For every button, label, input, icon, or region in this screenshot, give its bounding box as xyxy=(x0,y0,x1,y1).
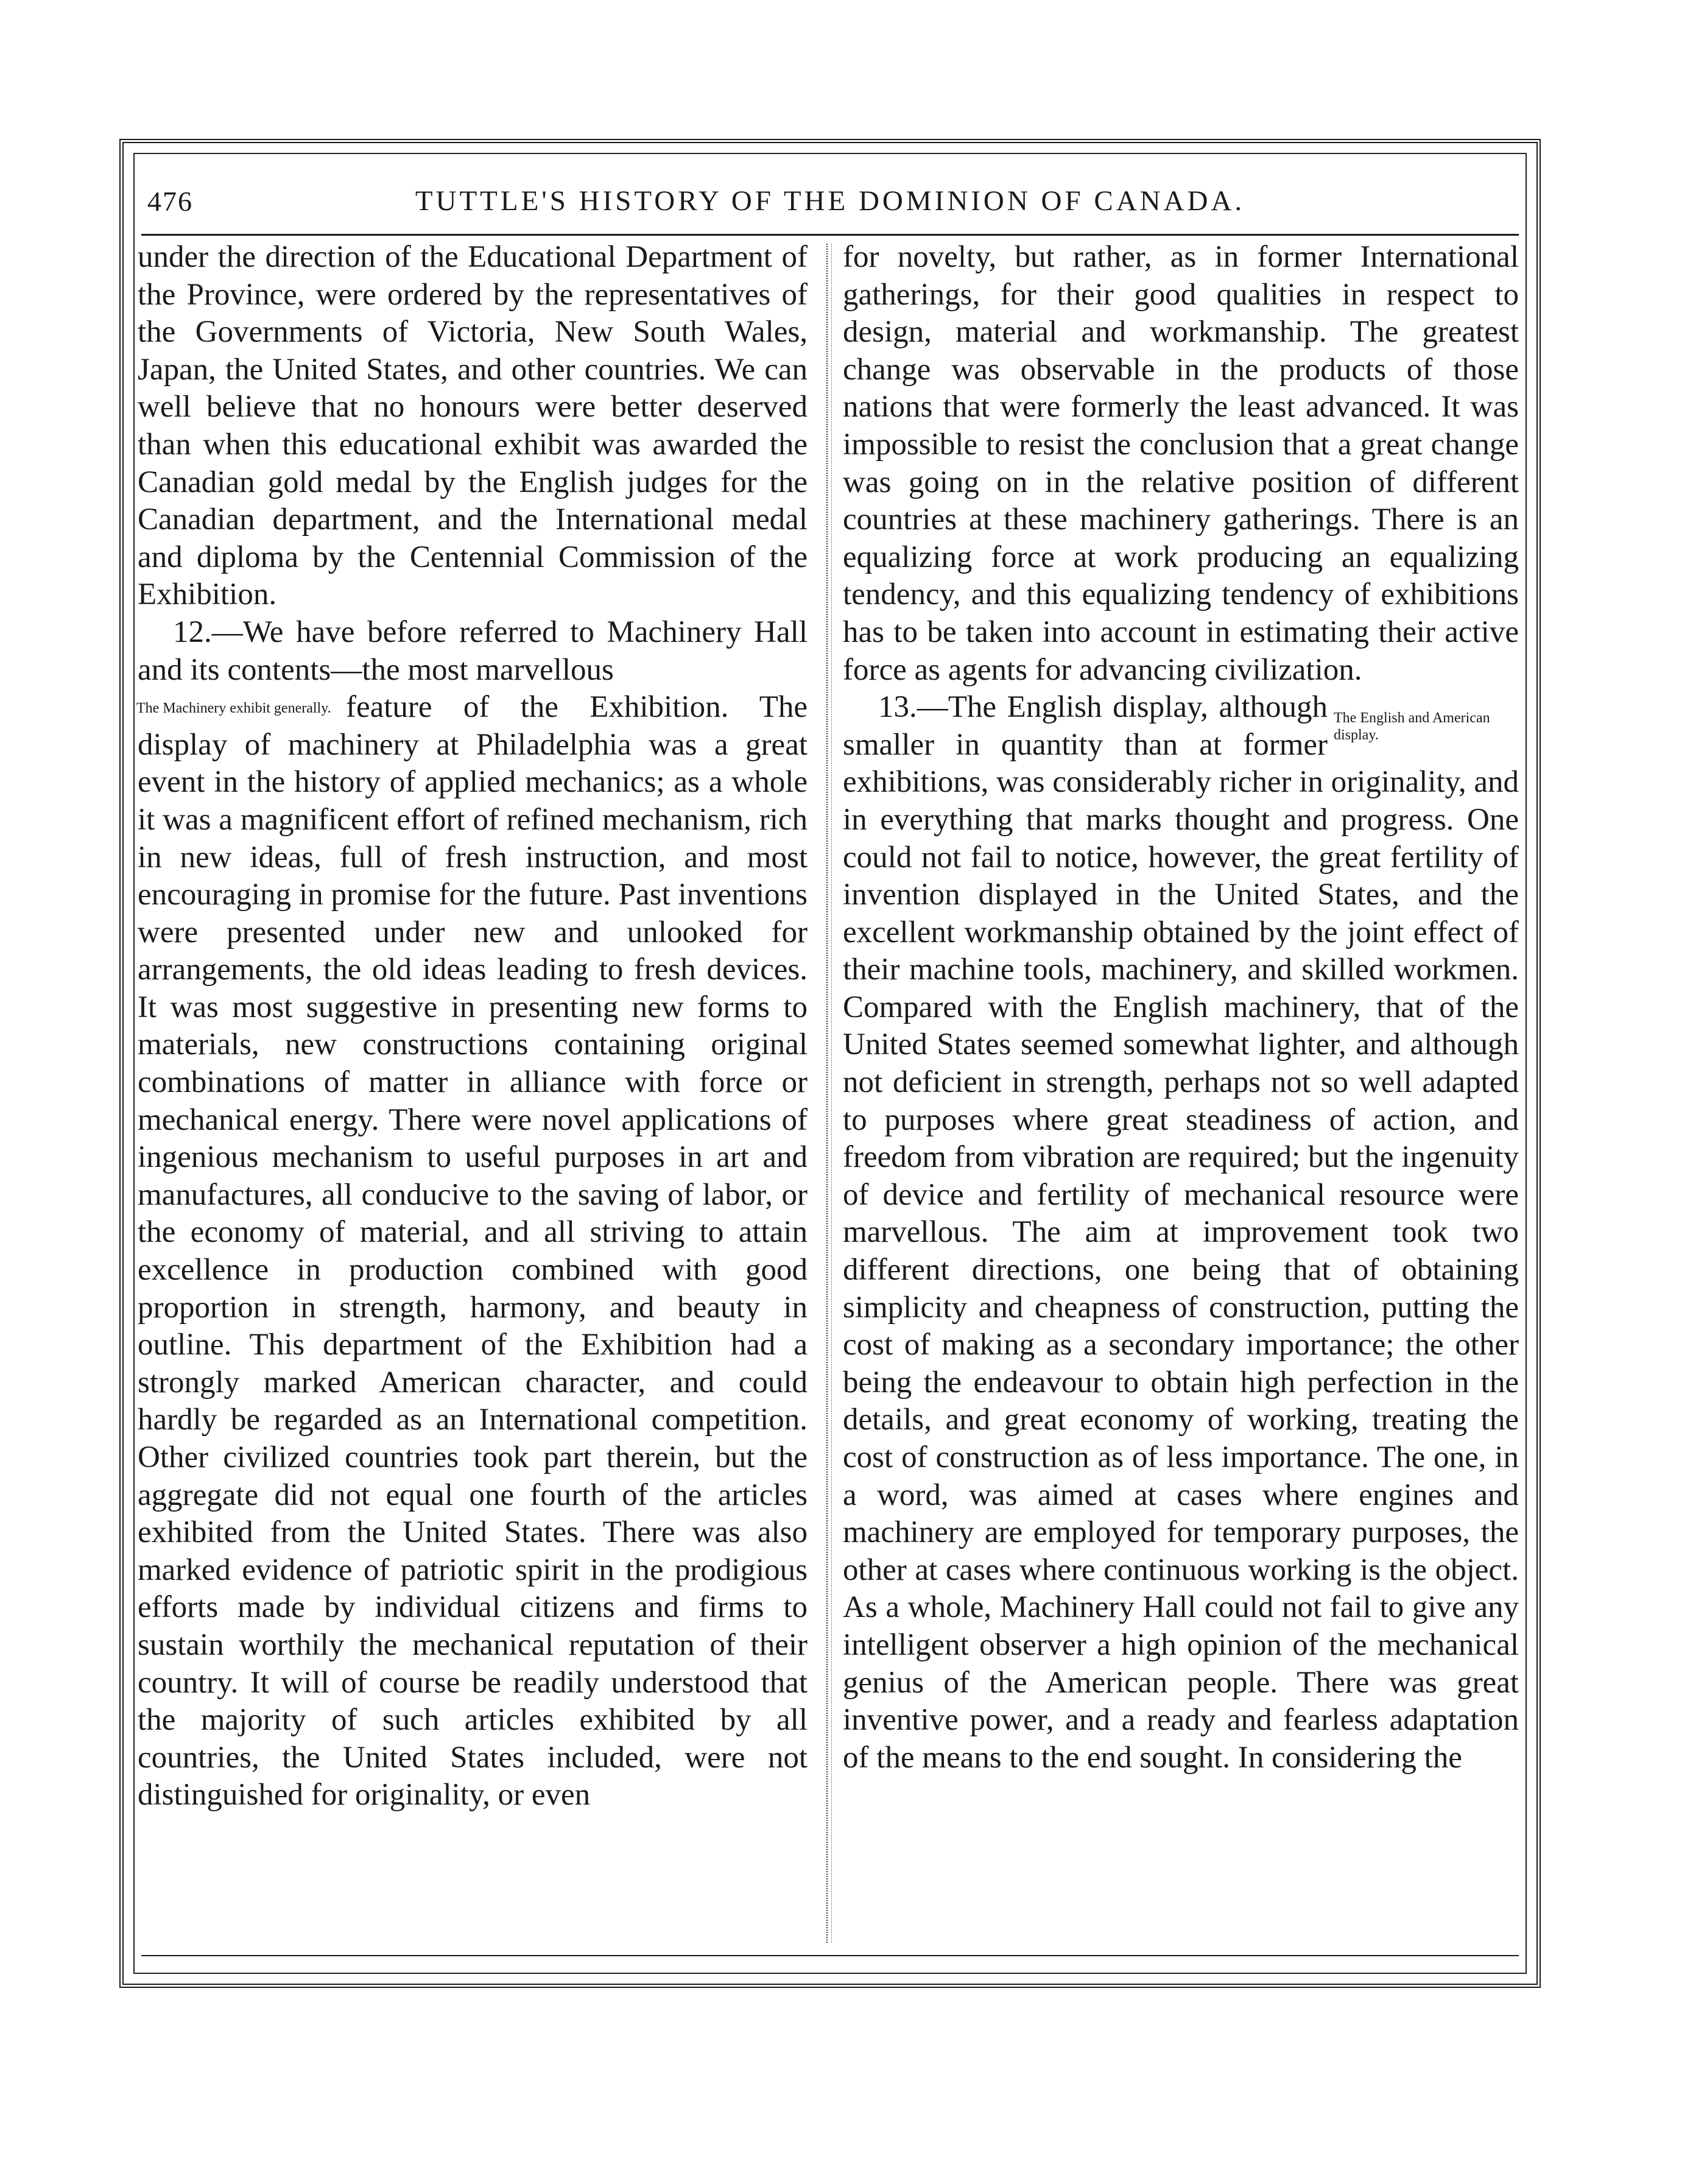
sidenote-machinery-exhibit: The Machinery exhibit generally. xyxy=(136,700,331,717)
header-rule xyxy=(141,234,1519,236)
right-paragraph-1: for novelty, but rather, as in former International gatherings, for their good qualities in respect to design, material and workmanship. The greatest change was observable in the products of those nations that were formerly the least advanced. It was impossible to resist the conclusion that a great change was going on in the relative position of different countries at these machinery gatherings. There is an equalizing force at work producing an equalizing tendency, and this equalizing tendency of exhibitions has to be taken into account in estimating their active force as agents for advancing civilization. xyxy=(843,240,1519,687)
left-paragraph-2-rest: feature of the Exhibition. The display of machinery at Philadelphia was a great event in the history of applied mechanics; as a whole it was a magnificent effort of refined mechanism, rich in new ideas, full of fresh instruction, and most encouraging in promise for the future. Past inventions were presented under new and unlooked for arrangements, the old ideas leading to fresh devices. It was most suggestive in presenting new forms to materials, new constructions containing original combinations of matter in alliance with force or mechanical energy. There were novel applications of ingenious mechanism to useful purposes in art and manufactures, all conducive to the saving of labor, or the economy of material, and all striving to attain excellence in production combined with good proportion in strength, harmony, and beauty in outline. This department of the Exhibition had a strongly marked American character, and could hardly be regarded as an International competition. Other civilized countries took part therein, but the aggregate did not equal one fourth of the articles exhibited from the United States. There was also marked evidence of patriotic spirit in the prodigious efforts made by individual citizens and firms to sustain worthily the mechanical reputation of their country. It will of course be readily understood that the majority of such articles exhibited by all countries, the United States included, were not distinguished for originality, or even xyxy=(138,690,808,1812)
left-paragraph-2-body xyxy=(138,689,808,1814)
bottom-rule xyxy=(141,1955,1519,1956)
column-divider xyxy=(826,244,828,1943)
left-paragraph-2-lead: 12.—We have before referred to Machinery Hall and its contents—the most marvellous xyxy=(138,615,808,687)
running-header xyxy=(141,171,1519,231)
column-divider-inner xyxy=(831,244,832,1943)
sidenote-english-american-display: The English and American display. xyxy=(1334,710,1490,744)
right-paragraph-2-rest: and in everything that marks thought and progress. One could not fail to notice, however, the great fertility of invention displayed in the United States, and the excellent workmanship obtained by the joint effect of their machine tools, machinery, and skilled workmen. Compared with the English machinery, that of the United States seemed somewhat lighter, and although not deficient in strength, perhaps not so well adapted to purposes where great steadiness of action, and freedom from vibration are required; but the ingenuity of device and fertility of mechanical resource were marvellous. The aim at improvement took two different directions, one being that of obtaining simplicity and cheapness of construction, putting the cost of making as a secondary importance; the other being the endeavour to obtain high perfection in the details, and great economy of working, treating the cost of construction as of less importance. The one, in a word, was aimed at cases where engines and machinery are employed for temporary purposes, the other at cases where continuous working is the object. As a whole, Machinery Hall could not fail to give any intelligent observer a high opinion of the mechanical genius of the American people. There was great inventive power, and a ready and fearless adaptation of the means to the end sought. In considering the xyxy=(843,765,1519,1775)
left-paragraph-1: under the direction of the Educational Department of the Province, were ordered by the representatives of the Governments of Victoria, New South Wales, Japan, the United States, and other countries. We can well believe that no honours were better deserved than when this educational exhibit was awarded the Canadian gold medal by the English judges for the Canadian department, and the International medal and diploma by the Centennial Commission of the Exhibition. xyxy=(138,240,808,612)
left-column xyxy=(138,239,808,1944)
right-paragraph-2-lead-text: 13.—The English display, although smaller in quantity than at former exhibitions, was considerably richer in originality, xyxy=(843,690,1466,800)
page-number: 476 xyxy=(147,185,193,217)
right-column xyxy=(843,239,1519,1944)
running-title: TUTTLE'S HISTORY OF THE DOMINION OF CANADA. xyxy=(415,185,1245,217)
right-paragraph-2-lead xyxy=(843,689,1519,1777)
